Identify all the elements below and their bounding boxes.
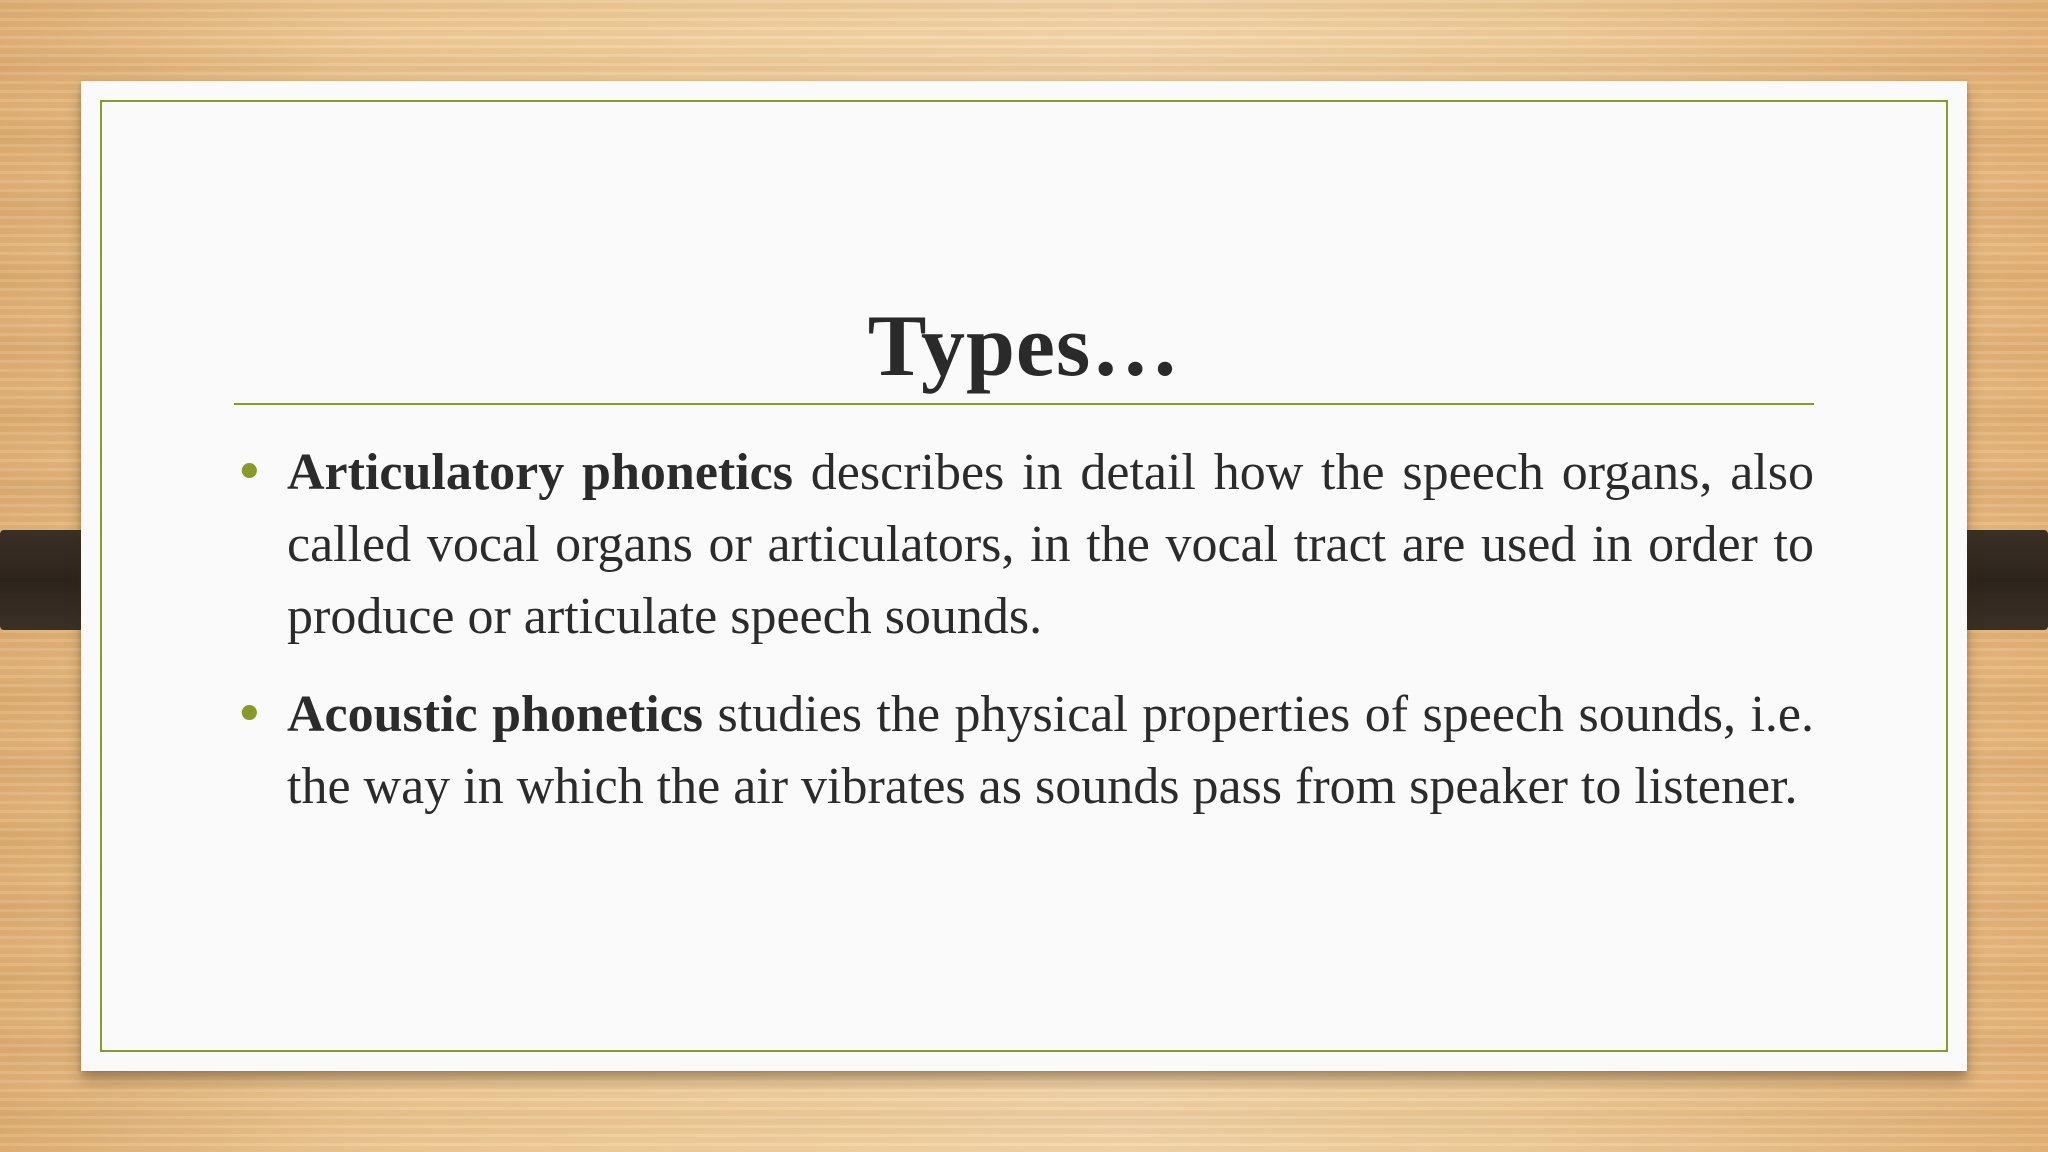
bullet-text: studies the physical properties of speech sounds, i.e. the way in which the air vibrates as sounds pass from speaker to listener. (287, 686, 1815, 815)
list-item (234, 437, 1814, 653)
title-divider (234, 403, 1814, 405)
bullet-term: Acoustic phonetics (287, 686, 704, 743)
bullet-dot-icon: • (234, 685, 265, 745)
bullet-list (234, 437, 1814, 849)
bullet-dot-icon: • (234, 443, 265, 503)
bullet-term: Articulatory phonetics (287, 444, 793, 501)
bullet-text: describes in detail how the speech organs, also called vocal organs or articulators, in the vocal tract are used in order to produce or articulate speech sounds. (287, 444, 1814, 645)
list-item (234, 679, 1814, 823)
slide-card (81, 81, 1967, 1071)
slide-title: Types… (867, 298, 1181, 395)
